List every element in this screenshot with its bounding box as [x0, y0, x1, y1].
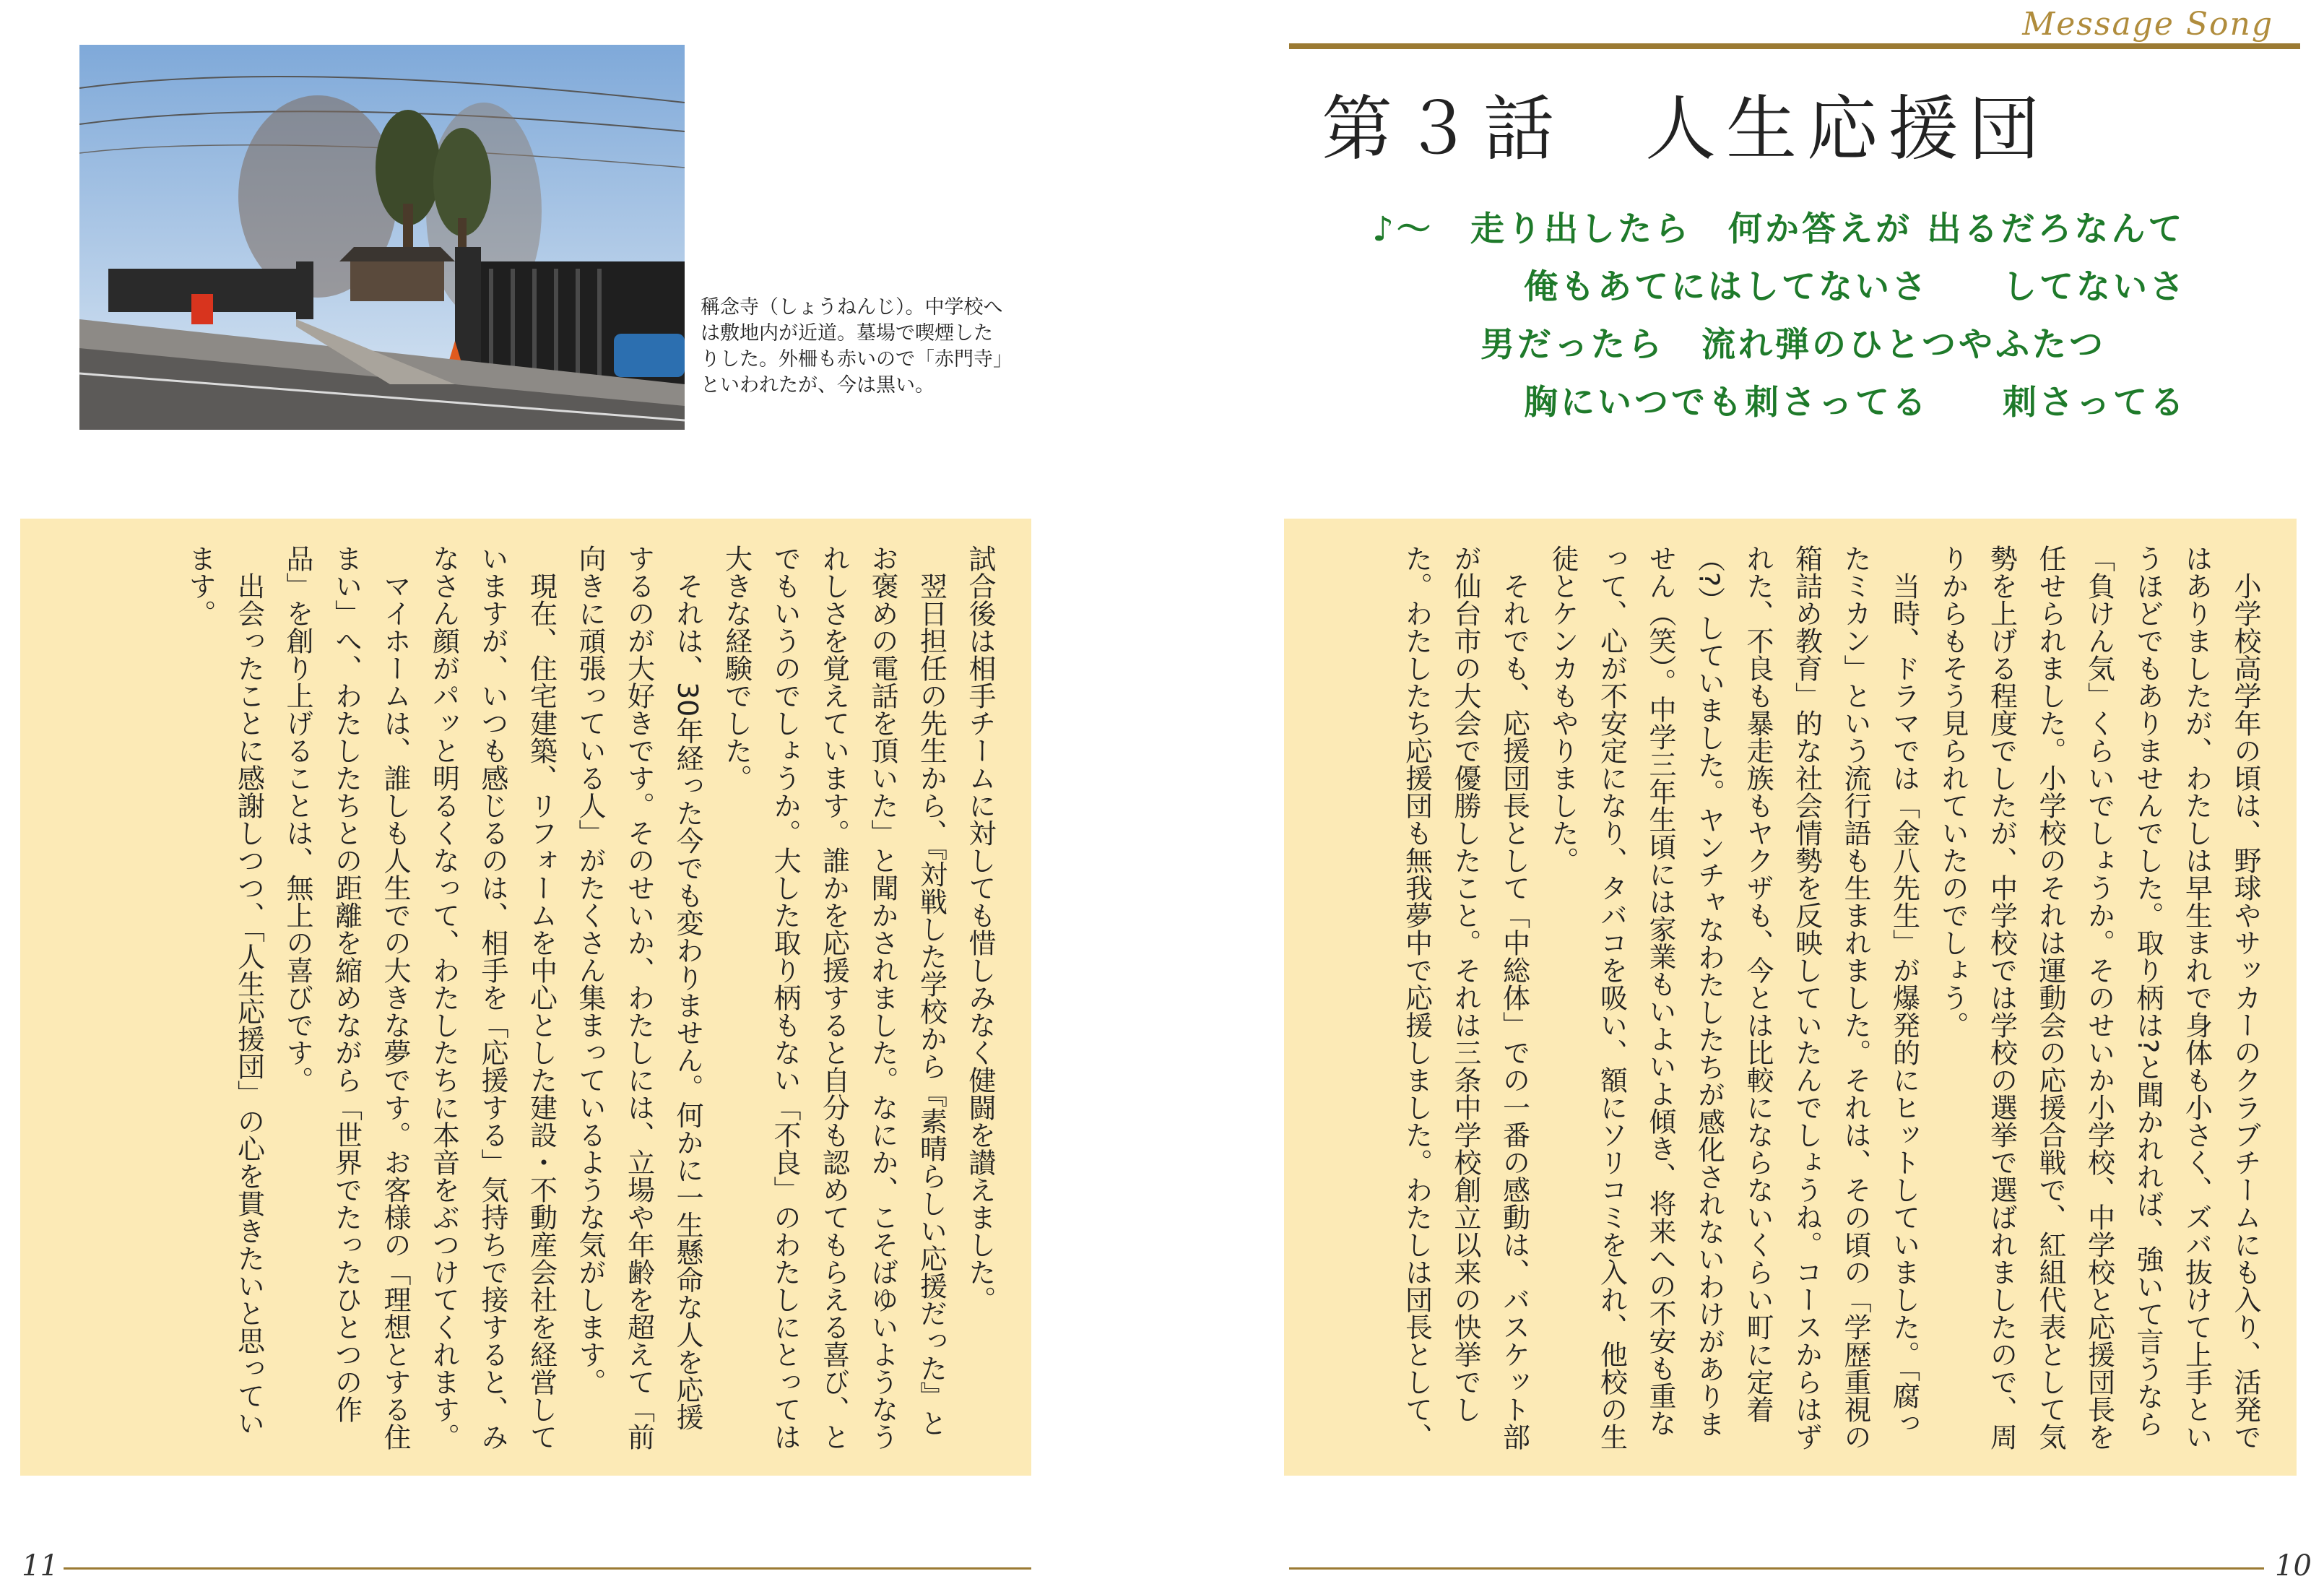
- left-footer-rule: [64, 1567, 1031, 1570]
- left-body-text: [49, 545, 1004, 1454]
- section-label: Message Song: [2022, 6, 2273, 43]
- right-page-number: 10: [2275, 1549, 2312, 1583]
- lyric-line: ♪～ 走り出したら 何か答えが 出るだろなんて: [1372, 209, 2185, 249]
- paragraph: 当時、ドラマでは「金八先生」が爆発的にヒットしていました。「腐ったミカン」という流行語も生まれました。それは、その頃の「学歴重視の箱詰め教育」的な社会情勢を反映していたんでしょうね。コースからはずれた、不良も暴走族もヤクザも、今とは比較にならないくらい町に定着（?）していました。ヤンチャなわたしたちが感化されないわけがありません（笑）。中学三年生頃には家業もいよいよ傾き、将来への不安も重なって、心が不安定になり、タバコを吸い、額にソリコミを入れ、他校の生徒とケンカもやりました。: [1547, 545, 1920, 1450]
- paragraph: 小学校高学年の頃は、野球やサッカーのクラブチームにも入り、活発ではありましたが、わたしは早生まれで身体も小さく、ズバ抜けて上手というほどでもありませんでした。取り柄は?と聞かれれば、強いて言うなら「負けん気」くらいでしょうか。そのせいか小学校、中学校と応援団長を任せられました。小学校のそれは運動会の応援合戦で、紅組代表として気勢を上げる程度でしたが、中学校では学校の選挙で選ばれましたので、周りからもそう見られていたのでしょう。: [1937, 545, 2261, 1450]
- left-page-number: 11: [22, 1549, 58, 1583]
- lyric-line: 胸にいつでも刺さってる 刺さってる: [1524, 383, 2187, 423]
- chapter-title: 第３話 人生応援団: [1322, 88, 2050, 170]
- paragraph: マイホームは、誰しも人生での大きな夢です。お客様の「理想とする住まい」へ、わたしたちとの距離を縮めながら「世界でたったひとつの作品」を創り上げることは、無上の喜びです。: [282, 545, 411, 1450]
- paragraph: 試合後は相手チームに対しても惜しみなく健闘を讃えました。: [964, 545, 996, 1313]
- paragraph: 出会ったことに感謝しつつ、「人生応援団」の心を貫きたいと思っています。: [184, 545, 265, 1437]
- lyric-line: 俺もあてにはしてないさ してないさ: [1524, 267, 2187, 307]
- right-text-box: [1284, 519, 2297, 1476]
- paragraph: 現在、住宅建築、リフォームを中心とした建設・不動産会社を経営していますが、いつも感じるのは、相手を「応援する」気持ちで接すると、みなさん顔がパッと明るくなって、わたしたちに本音をぶつけてくれます。: [428, 545, 558, 1450]
- paragraph: それでも、応援団長として「中総体」での一番の感動は、バスケット部が仙台市の大会で優勝したこと。それは三条中学校創立以来の快挙でした。わたしたち応援団も無我夢中で応援しました。わたしは団長として、: [1400, 545, 1530, 1450]
- paragraph: 翌日担任の先生から、『対戦した学校から『素晴らしい応援だった』とお褒めの電話を頂いた」と聞かされました。なにか、こそばゆいようなうれしさを覚えています。誰かを応援すると自分も認めてもらえる喜び、とでもいうのでしょうか。大した取り柄もない「不良」のわたしにとっては大きな経験でした。: [720, 545, 948, 1450]
- paragraph: それは、30年経った今でも変わりません。何かに一生懸命な人を応援するのが大好きです。そのせいか、わたしには、立場や年齢を超えて「前向きに頑張っている人」がたくさん集まっているような気がします。: [574, 545, 703, 1450]
- header-rule: [1289, 43, 2300, 49]
- right-footer-rule: [1289, 1567, 2264, 1570]
- photo-caption: 稱念寺（しょうねんじ）。中学校へは敷地内が近道。墓場で喫煙したりした。外柵も赤いので「赤門寺」といわれたが、今は黒い。: [701, 296, 1003, 397]
- temple-photo: [79, 45, 685, 430]
- left-text-box: [20, 519, 1031, 1476]
- right-body-text: [1313, 545, 2269, 1454]
- lyric-line: 男だったら 流れ弾のひとつやふたつ: [1480, 325, 2107, 365]
